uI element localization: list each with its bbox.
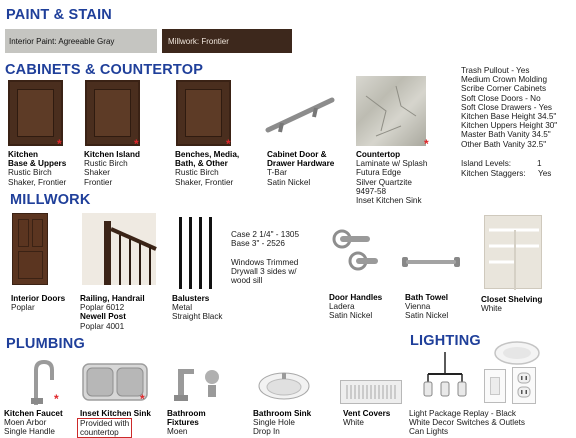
door-handles-label: Door Handles Ladera Satin Nickel <box>329 293 383 321</box>
railing-image <box>82 213 156 285</box>
asterisk-icon: * <box>134 137 139 151</box>
kitchen-cabinet-image <box>8 80 63 146</box>
island-cabinet-label: Kitchen Island Rustic Birch Shaker Frontier <box>84 150 140 187</box>
bath-sink-label: Bathroom Sink Single Hole Drop In <box>253 409 312 437</box>
inset-sink-label: Inset Kitchen Sink <box>80 409 151 418</box>
bath-sink-icon <box>258 372 310 400</box>
outlet-icon <box>512 367 536 404</box>
tbar-handle-icon <box>260 88 340 138</box>
door-handle-icon <box>332 227 382 275</box>
asterisk-icon: * <box>424 137 429 151</box>
interior-doors-label: Interior Doors Poplar <box>11 294 66 313</box>
asterisk-icon: * <box>226 137 231 151</box>
cabinet-hardware-label: Cabinet Door & Drawer Hardware T-Bar Satin Nickel <box>267 150 335 187</box>
balusters-image <box>176 217 216 289</box>
chandelier-icon <box>420 352 470 404</box>
interior-door-image <box>12 213 48 285</box>
kitchen-staggers-value: Yes <box>538 169 552 178</box>
closet-shelving-image <box>484 215 542 289</box>
windows-trim-text: Windows Trimmed Drywall 3 sides w/ wood sill <box>231 258 299 286</box>
island-levels-value: 1 <box>537 159 542 168</box>
cabinet-specs-list: Trash Pullout - Yes Medium Crown Molding Scribe Corner Cabinets Soft Close Doors - No Soft Close Drawers - Yes Kitchen Base Height 34.5" Kitchen Uppers Height 30" Master Bath Vanity 34.5" Other Bath Vanity 32.5" <box>461 66 558 149</box>
section-title-cabinets: CABINETS & COUNTERTOP <box>5 62 204 78</box>
kitchen-staggers-label: Kitchen Staggers: <box>461 169 526 178</box>
interior-paint-swatch: Interior Paint: Agreeable Gray <box>5 29 157 53</box>
can-light-icon <box>494 340 540 366</box>
island-cabinet-image <box>85 80 140 146</box>
countertop-swatch <box>356 76 426 146</box>
section-title-lighting: LIGHTING <box>410 333 481 349</box>
closet-shelving-label: Closet Shelving White <box>481 295 543 314</box>
lighting-package-label: Light Package Replay - Black White Decor Switches & Outlets Can Lights <box>409 409 526 437</box>
kitchen-faucet-icon <box>22 360 56 405</box>
section-title-plumbing: PLUMBING <box>6 336 85 352</box>
balusters-label: Balusters Metal Straight Black <box>172 294 223 322</box>
towel-bar-icon <box>400 255 462 271</box>
benches-cabinet-label: Benches, Media, Bath, & Other Rustic Birch Shaker, Frontier <box>175 150 240 187</box>
railing-label: Railing, Handrail Poplar 6012 Newell Post Poplar 4001 <box>80 294 145 331</box>
bath-towel-label: Bath Towel Vienna Satin Nickel <box>405 293 449 321</box>
asterisk-icon: * <box>57 137 62 151</box>
kitchen-faucet-label: Kitchen Faucet Moen Arbor Single Handle <box>4 409 63 437</box>
decor-switch-icon <box>484 369 506 403</box>
section-title-millwork: MILLWORK <box>10 192 91 208</box>
bath-fixtures-label: Bathroom Fixtures Moen <box>167 409 206 437</box>
casing-base-text: Case 2 1/4" - 1305 Base 3" - 2526 <box>231 230 299 249</box>
kitchen-sink-icon <box>82 363 148 401</box>
section-title-paint: PAINT & STAIN <box>6 7 112 23</box>
island-levels-label: Island Levels: <box>461 159 512 168</box>
countertop-label: Countertop Laminate w/ Splash Futura Edge Silver Quartzite 9497-58 Inset Kitchen Sink <box>356 150 428 206</box>
asterisk-icon: * <box>54 392 59 406</box>
benches-cabinet-image <box>176 80 231 146</box>
kitchen-cabinet-label: Kitchen Base & Uppers Rustic Birch Shaker, Frontier <box>8 150 67 187</box>
bath-fixture-icon <box>172 363 224 403</box>
millwork-stain-swatch: Millwork: Frontier <box>162 29 292 53</box>
asterisk-icon: * <box>140 392 145 406</box>
vent-covers-label: Vent Covers White <box>343 409 391 428</box>
sink-note-box: Provided with countertop <box>77 418 132 438</box>
vent-cover-icon <box>340 380 402 404</box>
